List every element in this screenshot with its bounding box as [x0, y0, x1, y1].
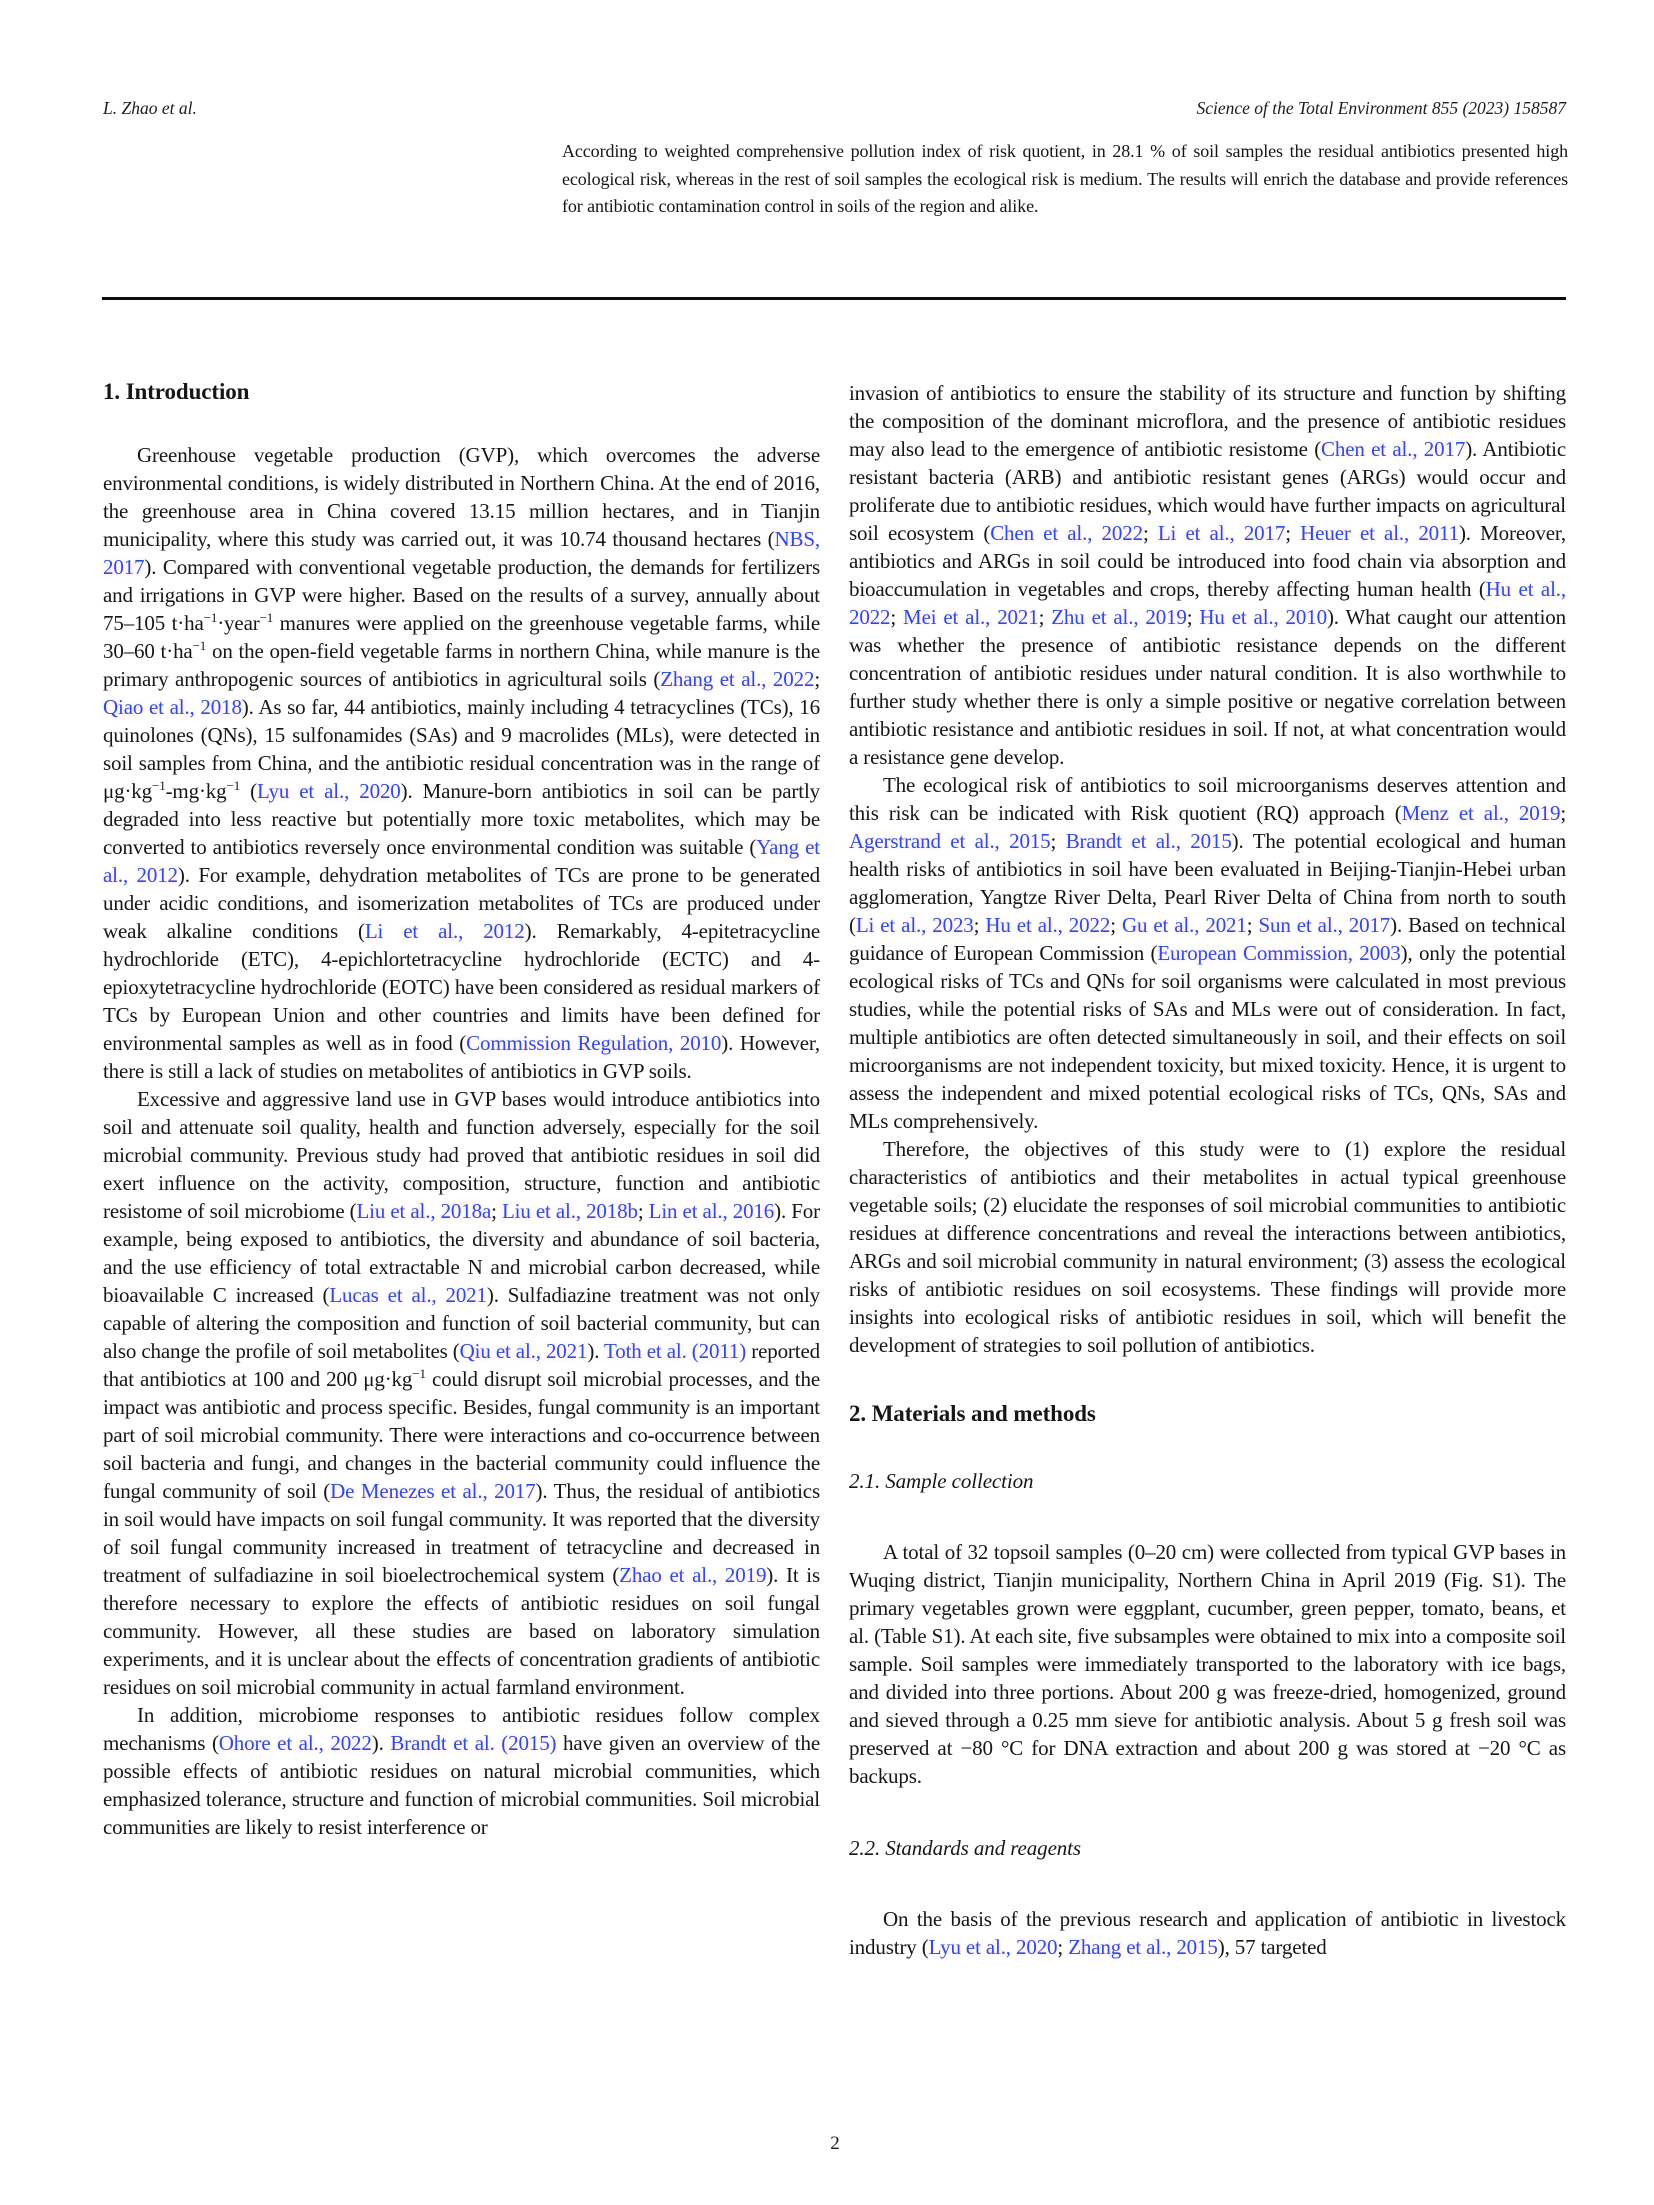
right-column — [849, 379, 1566, 1961]
paragraph — [103, 1085, 820, 1701]
text-run: have given an overview of the possible effects of antibiotic residues on natural microbial communities, which emphasized tolerance, structure and function of microbial communities. Soil microbial communities are likely to resist interference or — [103, 1731, 820, 1839]
citation-link[interactable]: Chen et al., 2017 — [1321, 437, 1466, 461]
citation-link[interactable]: Commission Regulation, 2010 — [466, 1031, 722, 1055]
text-run: ; — [491, 1199, 502, 1223]
citation-link[interactable]: Chen et al., 2022 — [990, 521, 1143, 545]
text-run: ), only the potential ecological risks of TCs and QNs for soil organisms were calculated in most previous studies, while the potential risks of SAs and MLs were out of consideration. In fact, multiple antibiotics are often detected simultaneously in soil, and their effects on soil microorganisms are not independent toxicity, but mixed toxicity. Hence, it is urgent to assess the independent and mixed potential ecological risks of TCs, QNs, SAs and MLs comprehensively. — [849, 941, 1566, 1133]
text-run: ). — [587, 1339, 605, 1363]
text-run: ; — [1057, 1935, 1069, 1959]
citation-link[interactable]: Zhang et al., 2022 — [660, 667, 815, 691]
citation-link[interactable]: Lyu et al., 2020 — [928, 1935, 1058, 1959]
citation-link[interactable]: Agerstrand et al., 2015 — [849, 829, 1051, 853]
text-run: ). Remarkably, 4-epitetracycline hydrochloride (ETC), 4-epichlortetracycline hydrochloride (ECTC) and 4-epioxytetracycline hydrochloride (EOTC) have been considered as residual markers of TCs by European Union and other countries and limits have been defined for environmental samples as well as in food ( — [103, 919, 820, 1055]
citation-link[interactable]: European Commission, 2003 — [1157, 941, 1401, 965]
text-run: on the open-field vegetable farms in northern China, while manure is the primary anthropogenic sources of antibiotics in agricultural soils ( — [103, 639, 820, 691]
citation-link[interactable]: Hu et al., 2022 — [849, 577, 1566, 629]
text-run: ). What caught our attention was whether the presence of antibiotic resistance depends on the different concentration of antibiotic residues under natural condition. It is also worthwhile to further study whether there is only a simple positive or negative correlation between antibiotic resistance and antibiotic residues in soil. If not, at what concentration would a resistance gene develop. — [849, 605, 1566, 769]
text-run: invasion of antibiotics to ensure the stability of its structure and function by shifting the composition of the dominant microflora, and the presence of antibiotic residues may also lead to the emergence of antibiotic resistome ( — [849, 381, 1566, 461]
paragraph — [849, 1905, 1566, 1961]
paragraph — [849, 379, 1566, 771]
text-run: ). It is therefore necessary to explore the effects of antibiotic residues on soil fungal community. However, all these studies are based on laboratory simulation experiments, and it is unclear about the effects of concentration gradients of antibiotic residues on soil microbial community in actual farmland environment. — [103, 1563, 820, 1699]
text-run: ; — [1285, 521, 1301, 545]
subsection-heading-sample-collection: 2.1. Sample collection — [849, 1469, 1034, 1493]
paragraph — [103, 1701, 820, 1841]
text-run: ; — [973, 913, 986, 937]
two-column-body — [103, 379, 1566, 1961]
citation-link[interactable]: Hu et al., 2022 — [985, 913, 1111, 937]
citation-link[interactable]: Qiao et al., 2018 — [103, 695, 242, 719]
superscript-exponent: −1 — [203, 610, 218, 625]
text-run: ; — [1246, 913, 1259, 937]
text-run: ). Thus, the residual of antibiotics in soil would have impacts on soil fungal community. It was reported that the diversity of soil fungal community increased in treatment of tetracycline and decreased in treatment of sulfadiazine in soil bioelectrochemical system ( — [103, 1479, 820, 1587]
paragraph — [103, 441, 820, 1085]
abstract-continuation: According to weighted comprehensive pollution index of risk quotient, in 28.1 % of soil samples the residual antibiotics presented high ecological risk, whereas in the rest of soil samples the ecological risk is medium. The results will enrich the database and provide references for antibiotic contamination control in soils of the region and alike. — [562, 141, 1568, 216]
running-head-journal: Science of the Total Environment 855 (2023) 158587 — [1196, 98, 1566, 118]
citation-link[interactable]: Li et al., 2012 — [364, 919, 525, 943]
left-column — [103, 379, 820, 1961]
text-run: ). Compared with conventional vegetable production, the demands for fertilizers and irrigations in GVP were higher. Based on the results of a survey, annually about 75–105 t·ha — [103, 555, 820, 635]
citation-link[interactable]: Li et al., 2023 — [855, 913, 974, 937]
text-run: ). As so far, 44 antibiotics, mainly including 4 tetracyclines (TCs), 16 quinolones (QNs), 15 sulfonamides (SAs) and 9 macrolides (MLs), were detected in soil samples from China, and the antibiotic residual concentration was in the range of μg·kg — [103, 695, 820, 803]
superscript-exponent: −1 — [226, 778, 241, 793]
citation-link[interactable]: Mei et al., 2021 — [903, 605, 1039, 629]
superscript-exponent: −1 — [259, 610, 274, 625]
text-run: ). Moreover, antibiotics and ARGs in soil could be introduced into food chain via absorption and bioaccumulation in vegetables and crops, thereby affecting human health ( — [849, 521, 1566, 601]
paragraph — [849, 771, 1566, 1135]
text-run: ). The potential ecological and human health risks of antibiotics in soil have been evaluated in Beijing-Tianjin-Hebei urban agglomeration, Yangtze River Delta, Pearl River Delta of China from north to south ( — [849, 829, 1566, 937]
text-run: Excessive and aggressive land use in GVP bases would introduce antibiotics into soil and attenuate soil quality, health and function adversely, especially for the soil microbial community. Previous study had proved that antibiotic residues in soil did exert influence on the activity, composition, structure, function and antibiotic resistome of soil microbiome ( — [103, 1087, 820, 1223]
section-heading-methods: 2. Materials and methods — [849, 1401, 1096, 1426]
text-run: ). — [371, 1731, 391, 1755]
text-run: ; — [1186, 605, 1200, 629]
text-run: On the basis of the previous research and application of antibiotic in livestock industry ( — [849, 1907, 1566, 1959]
text-run: ). For example, dehydration metabolites of TCs are prone to be generated under acidic conditions, and isomerization metabolites of TCs are produced under weak alkaline conditions ( — [103, 863, 820, 943]
text-run: ). Manure-born antibiotics in soil can be partly degraded into less reactive but potentially more toxic metabolites, which may be converted to antibiotics reversely once environmental condition was suitable ( — [103, 779, 820, 859]
citation-link[interactable]: Li et al., 2017 — [1157, 521, 1286, 545]
citation-link[interactable]: Brandt et al., 2015 — [1065, 829, 1232, 853]
citation-link[interactable]: Ohore et al., 2022 — [218, 1731, 372, 1755]
citation-link[interactable]: Liu et al., 2018b — [502, 1199, 638, 1223]
text-run: ). Based on technical guidance of European Commission ( — [849, 913, 1566, 965]
text-run: In addition, microbiome responses to antibiotic residues follow complex mechanisms ( — [103, 1703, 820, 1755]
text-run: could disrupt soil microbial processes, and the impact was antibiotic and process specific. Besides, fungal community is an important part of soil microbial community. There were interactions and co-occurrence between soil bacteria and fungi, and changes in the bacterial community could influence the fungal community of soil ( — [103, 1367, 820, 1503]
paragraph — [849, 1135, 1566, 1359]
citation-link[interactable]: Zhu et al., 2019 — [1051, 605, 1187, 629]
text-run: Greenhouse vegetable production (GVP), which overcomes the adverse environmental conditions, is widely distributed in Northern China. At the end of 2016, the greenhouse area in China covered 13.15 million hectares, and in Tianjin municipality, where this study was carried out, it was 10.74 thousand hectares ( — [103, 443, 820, 551]
text-run: manures were applied on the greenhouse vegetable farms, while 30–60 t·ha — [103, 611, 820, 663]
citation-link[interactable]: Toth et al. (2011) — [604, 1339, 747, 1363]
subsection-heading-standards-reagents: 2.2. Standards and reagents — [849, 1836, 1081, 1860]
text-run: reported that antibiotics at 100 and 200 μg·kg — [103, 1339, 820, 1391]
text-run: ; — [890, 605, 904, 629]
citation-link[interactable]: Brandt et al. (2015) — [390, 1731, 557, 1755]
text-run: ; — [814, 667, 820, 691]
citation-link[interactable]: Heuer et al., 2011 — [1300, 521, 1459, 545]
text-run: The ecological risk of antibiotics to soil microorganisms deserves attention and this risk can be indicated with Risk quotient (RQ) approach ( — [849, 773, 1566, 825]
text-run: ( — [240, 779, 257, 803]
citation-link[interactable]: Yang et al., 2012 — [103, 835, 820, 887]
header-divider — [102, 297, 1566, 300]
text-run: ; — [1560, 801, 1566, 825]
citation-link[interactable]: Zhao et al., 2019 — [619, 1563, 767, 1587]
running-head — [103, 98, 1566, 119]
text-run: ·year — [217, 611, 260, 635]
superscript-exponent: −1 — [192, 638, 207, 653]
text-run: ). For example, being exposed to antibiotics, the diversity and abundance of soil bacteria, and the use efficiency of total extractable N and microbial carbon decreased, while bioavailable C increased ( — [103, 1199, 820, 1307]
text-run: -mg·kg — [165, 779, 227, 803]
text-run: ). However, there is still a lack of studies on metabolites of antibiotics in GVP soils. — [103, 1031, 821, 1083]
text-run: ). Antibiotic resistant bacteria (ARB) and antibiotic resistant genes (ARGs) would occur and proliferate due to antibiotic residues, which would have further impacts on agricultural soil ecosystem ( — [849, 437, 1566, 545]
text-run: ; — [1142, 521, 1158, 545]
text-run: ; — [637, 1199, 649, 1223]
superscript-exponent: −1 — [412, 1366, 426, 1381]
page-number: 2 — [830, 2133, 840, 2154]
citation-link[interactable]: Liu et al., 2018a — [356, 1199, 492, 1223]
citation-link[interactable]: De Menezes et al., 2017 — [330, 1479, 536, 1503]
citation-link[interactable]: Sun et al., 2017 — [1258, 913, 1391, 937]
text-run: ; — [1050, 829, 1066, 853]
text-run: ). Sulfadiazine treatment was not only capable of altering the composition and function of soil bacterial community, but can also change the profile of soil metabolites ( — [103, 1283, 820, 1363]
citation-link[interactable]: Gu et al., 2021 — [1121, 913, 1247, 937]
citation-link[interactable]: Menz et al., 2019 — [1401, 801, 1561, 825]
running-head-author: L. Zhao et al. — [103, 98, 197, 118]
citation-link[interactable]: Lyu et al., 2020 — [256, 779, 401, 803]
citation-link[interactable]: Lucas et al., 2021 — [329, 1283, 487, 1307]
text-run: Therefore, the objectives of this study were to (1) explore the residual characteristics of antibiotics and their metabolites in actual typical greenhouse vegetable soils; (2) elucidate the responses of soil microbial communities to antibiotic residues at difference concentrations and reveal the interactions between antibiotics, ARGs and soil microbial community in natural environment; (3) assess the ecological risks of antibiotic residues on soil ecosystems. These findings will provide more insights into ecological risks of antibiotic residues in soil, which will benefit the development of strategies to soil pollution of antibiotics. — [849, 1137, 1566, 1357]
superscript-exponent: −1 — [152, 778, 166, 793]
citation-link[interactable]: Lin et al., 2016 — [648, 1199, 775, 1223]
text-run: ; — [1038, 605, 1052, 629]
citation-link[interactable]: Qiu et al., 2021 — [459, 1339, 588, 1363]
citation-link[interactable]: NBS, 2017 — [103, 527, 820, 579]
text-run: ; — [1110, 913, 1122, 937]
text-run: A total of 32 topsoil samples (0–20 cm) were collected from typical GVP bases in Wuqing district, Tianjin municipality, Northern China in April 2019 (Fig. S1). The primary vegetables grown were eggplant, cucumber, green pepper, tomato, beans, et al. (Table S1). At each site, five subsamples were obtained to mix into a composite soil sample. Soil samples were immediately transported to the laboratory with ice bags, and divided into three portions. About 200 g was freeze-dried, homogenized, ground and sieved through a 0.25 mm sieve for antibiotic analysis. About 5 g fresh soil was preserved at −80 °C for DNA extraction and about 200 g was stored at −20 °C as backups. — [849, 1540, 1566, 1788]
text-run: ), 57 targeted — [1217, 1935, 1327, 1959]
citation-link[interactable]: Zhang et al., 2015 — [1068, 1935, 1218, 1959]
paragraph — [849, 1538, 1566, 1790]
citation-link[interactable]: Hu et al., 2010 — [1199, 605, 1327, 629]
section-heading-introduction: 1. Introduction — [103, 379, 250, 404]
